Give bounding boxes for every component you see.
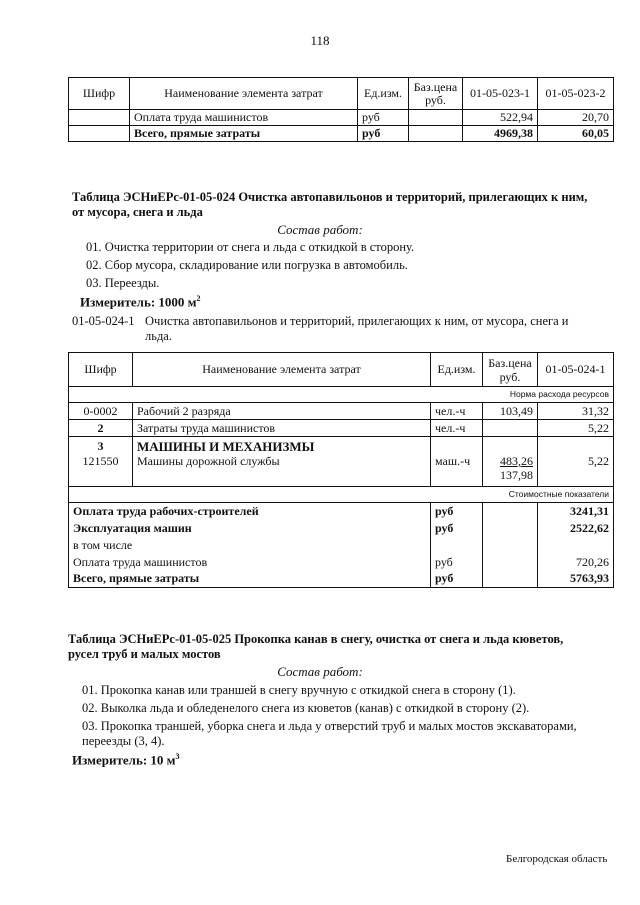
work-composition-title: Состав работ: (277, 222, 363, 237)
table-01-05-024 (68, 352, 614, 588)
measurement-unit: Измеритель: 1000 $м^2$ (80, 294, 201, 310)
cost-value: 2522,62 (538, 520, 614, 537)
cost-row (69, 503, 614, 520)
table-row (69, 437, 614, 487)
cost-value: 720,26 (538, 554, 614, 571)
row-code: 121550 (82, 454, 119, 468)
row-value-2: 20,70 (538, 110, 614, 126)
row-price: 103,49 (483, 403, 538, 420)
item-description-line1: Очистка автопавильонов и территорий, прилегающих к ним, от мусора, снега и (145, 314, 569, 328)
row-code: 0-0002 (69, 403, 133, 420)
header-code: Шифр (69, 78, 130, 110)
table-header-row (69, 353, 614, 387)
cost-unit: руб (431, 520, 483, 537)
row-name: Оплата труда машинистов (130, 110, 358, 126)
row-value-1: 522,94 (463, 110, 538, 126)
cost-label: Стоимостные показатели (69, 487, 614, 503)
cost-unit: руб (431, 554, 483, 571)
item-description-line2: льда. (145, 329, 172, 343)
header-base-price: Баз.цена руб. (409, 78, 463, 110)
row-value: 31,32 (538, 403, 614, 420)
table-title-024-line2: от мусора, снега и льда (72, 205, 203, 219)
table-row (69, 420, 614, 437)
row-name-group (133, 437, 431, 487)
table-title-024-line1: Таблица ЭСНиЕРс-01-05-024 Очистка автопавильонов и территорий, прилегающих к ним, (72, 190, 588, 204)
row-price-2: 137,98 (500, 468, 533, 482)
table-title-025-line2: русел труб и малых мостов (68, 647, 221, 661)
row-unit: чел.-ч (431, 403, 483, 420)
row-name: Затраты труда машинистов (133, 420, 431, 437)
norm-label-row (69, 387, 614, 403)
cost-name: Оплата труда рабочих-строителей (69, 503, 431, 520)
norm-label: Норма расхода ресурсов (69, 387, 614, 403)
cost-value: 3241,31 (538, 503, 614, 520)
work-item: 01. Очистка территории от снега и льда с откидкой в сторону. (86, 240, 415, 254)
table-01-05-023 (68, 77, 614, 142)
header-unit: Ед.изм. (358, 78, 409, 110)
header-col-1: 01-05-024-1 (538, 353, 614, 387)
header-col-1: 01-05-023-1 (463, 78, 538, 110)
cost-unit: руб (431, 503, 483, 520)
cost-row (69, 520, 614, 537)
row-value: 5,22 (538, 437, 614, 487)
table-row (69, 126, 614, 142)
table-row (69, 403, 614, 420)
cost-row (69, 554, 614, 571)
header-unit: Ед.изм. (431, 353, 483, 387)
header-name: Наименование элемента затрат (133, 353, 431, 387)
row-name: МАШИНЫ И МЕХАНИЗМЫ (137, 439, 315, 454)
row-value-1: 4969,38 (463, 126, 538, 142)
row-name: Машины дорожной службы (137, 454, 280, 468)
row-unit: чел.-ч (431, 420, 483, 437)
cost-row (69, 537, 614, 554)
measurement-unit: Измеритель: 10 $м^3$ (72, 752, 180, 768)
row-code: 3 (97, 439, 104, 453)
work-item: переезды (3, 4). (82, 734, 165, 748)
cost-name: Всего, прямые затраты (69, 571, 431, 588)
cost-unit: руб (431, 571, 483, 588)
work-item: 02. Сбор мусора, складирование или погрузка в автомобиль. (86, 258, 408, 272)
row-unit: маш.-ч (431, 437, 483, 487)
row-value: 5,22 (538, 420, 614, 437)
row-price (483, 420, 538, 437)
row-unit: руб (358, 110, 409, 126)
work-composition-title: Состав работ: (277, 664, 363, 679)
row-unit: руб (358, 126, 409, 142)
row-name: Рабочий 2 разряда (133, 403, 431, 420)
page-number: 118 (310, 33, 330, 48)
cost-label-row (69, 487, 614, 503)
work-item: 03. Прокопка траншей, уборка снега и льда у отверстий труб и малых мостов экскаваторами, (82, 719, 577, 733)
row-value-2: 60,05 (538, 126, 614, 142)
row-code: 2 (69, 420, 133, 437)
row-code-group (69, 437, 133, 487)
row-price-group (483, 437, 538, 487)
cost-value: 5763,93 (538, 571, 614, 588)
row-price: 483,26 (500, 454, 533, 468)
header-base-price: Баз.цена руб. (483, 353, 538, 387)
cost-name: в том числе (69, 537, 431, 554)
table-row (69, 110, 614, 126)
work-item: 02. Выколка льда и обледенелого снега из кюветов (канав) с откидкой в сторону (2). (82, 701, 530, 715)
work-item: 03. Переезды. (86, 276, 160, 290)
row-name: Всего, прямые затраты (130, 126, 358, 142)
header-code: Шифр (69, 353, 133, 387)
table-title-025-line1: Таблица ЭСНиЕРс-01-05-025 Прокопка канав в снегу, очистка от снега и льда кюветов, (68, 632, 564, 646)
item-code: 01-05-024-1 (72, 314, 135, 328)
work-item: 01. Прокопка канав или траншей в снегу вручную с откидкой снега в сторону (1). (82, 683, 516, 697)
cost-row (69, 571, 614, 588)
footer-region: Белгородская область (506, 853, 608, 865)
cost-name: Эксплуатация машин (69, 520, 431, 537)
header-name: Наименование элемента затрат (130, 78, 358, 110)
cost-name: Оплата труда машинистов (69, 554, 431, 571)
table-header-row (69, 78, 614, 110)
header-col-2: 01-05-023-2 (538, 78, 614, 110)
